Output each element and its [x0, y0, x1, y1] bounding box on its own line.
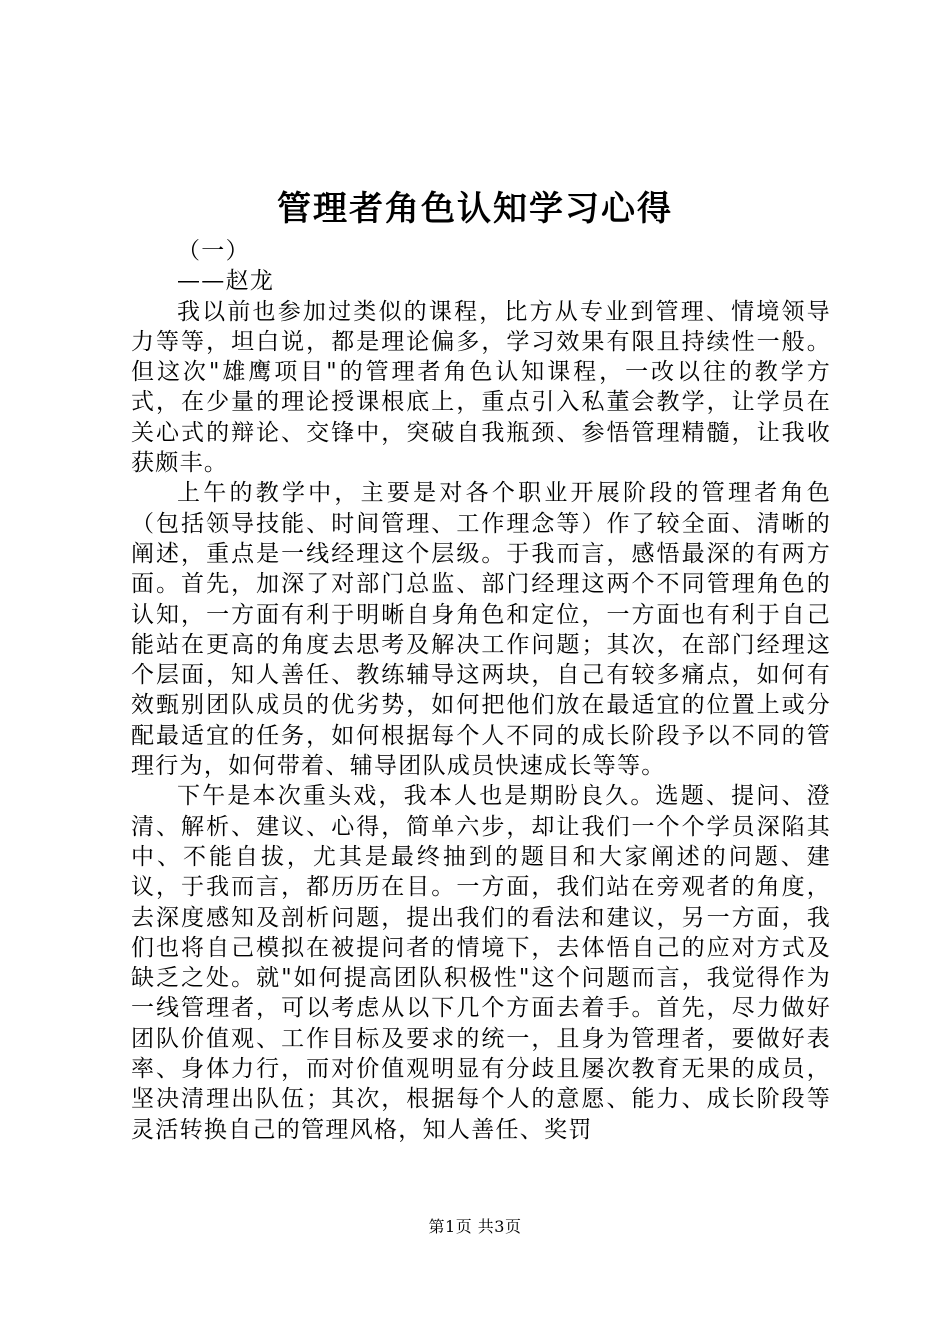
section-label: （一） — [177, 238, 250, 264]
document-body — [131, 236, 831, 1145]
author-line: ——赵龙 — [177, 268, 275, 295]
paragraph-3: 下午是本次重头戏，我本人也是期盼良久。选题、提问、澄清、解析、建议、心得，简单六步，却让我们一个个学员深陷其中、不能自拔，尤其是最终抽到的题目和大家阐述的问题、建议，于我而言，都历历在目。一方面，我们站在旁观者的角度，去深度感知及剖析问题，提出我们的看法和建议，另一方面，我们也将自己模拟在被提问者的情境下，去体悟自己的应对方式及缺乏之处。就"如何提高团队积极性"这个问题而言，我觉得作为一线管理者，可以考虑从以下几个方面去着手。首先，尽力做好团队价值观、工作目标及要求的统一，且身为管理者，要做好表率、身体力行，而对价值观明显有分歧且屡次教育无果的成员，坚决清理出队伍；其次，根据每个人的意愿、能力、成长阶段等灵活转换自己的管理风格，知人善任、奖罚 — [131, 783, 831, 1143]
paragraph-1: 我以前也参加过类似的课程，比方从专业到管理、情境领导力等等，坦白说，都是理论偏多，学习效果有限且持续性一般。但这次"雄鹰项目"的管理者角色认知课程，一改以往的教学方式，在少量的理论授课根底上，重点引入私董会教学，让学员在关心式的辩论、交锋中，突破自我瓶颈、参悟管理精髓，让我收获颇丰。 — [131, 298, 831, 477]
page-footer: 第1页 共3页 — [428, 1217, 522, 1236]
paragraph-2: 上午的教学中，主要是对各个职业开展阶段的管理者角色（包括领导技能、时间管理、工作理念等）作了较全面、清晰的阐述，重点是一线经理这个层级。于我而言，感悟最深的有两方面。首先，加深了对部门总监、部门经理这两个不同管理角色的认知，一方面有利于明晰自身角色和定位，一方面也有利于自己能站在更高的角度去思考及解决工作问题；其次，在部门经理这个层面，知人善任、教练辅导这两块，自己有较多痛点，如何有效甄别团队成员的优劣势，如何把他们放在最适宜的位置上或分配最适宜的任务，如何根据每个人不同的成长阶段予以不同的管理行为，如何带着、辅导团队成员快速成长等等。 — [131, 480, 831, 780]
document-title: 管理者角色认知学习心得 — [277, 189, 673, 229]
